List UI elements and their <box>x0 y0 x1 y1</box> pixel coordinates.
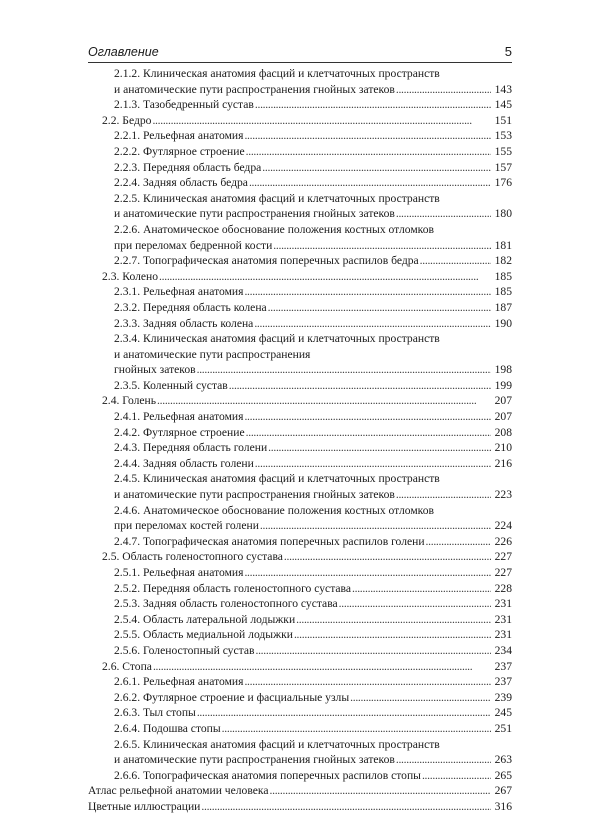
toc-page-number: 216 <box>494 456 512 470</box>
dot-leader <box>294 627 491 643</box>
toc-page-number: 153 <box>494 129 512 143</box>
toc-entry-title: 2.5.5. Область медиальной лодыжки <box>114 628 293 642</box>
toc-page-number: 208 <box>494 425 512 439</box>
toc-entry <box>88 191 512 222</box>
toc-entry <box>88 222 512 253</box>
dot-leader <box>159 269 491 285</box>
toc-page-number: 180 <box>494 207 512 221</box>
toc-entry <box>88 549 512 565</box>
dot-leader <box>268 440 491 456</box>
dot-leader <box>273 238 491 254</box>
toc-page-number: 185 <box>494 285 512 299</box>
toc-page-number: 231 <box>494 612 512 626</box>
toc-page-number: 227 <box>494 566 512 579</box>
toc-entry-title: 2.3.2. Передняя область колена <box>114 300 267 314</box>
toc-page-number: 224 <box>494 519 512 533</box>
toc-page-number: 198 <box>494 363 512 377</box>
dot-leader <box>350 690 491 706</box>
toc-entry <box>88 378 512 394</box>
toc-entry-title: 2.5.6. Голеностопный сустав <box>114 643 255 657</box>
toc-page-number: 237 <box>494 659 512 673</box>
toc-page-number: 151 <box>494 113 512 127</box>
dot-leader <box>396 206 491 222</box>
toc-entry-title: и анатомические пути распространения гнойных затеков <box>114 488 395 502</box>
dot-leader <box>244 565 491 581</box>
dot-leader <box>268 300 491 316</box>
toc-page-number: 228 <box>494 581 512 595</box>
toc-entry-title: 2.5. Область голеностопного сустава <box>102 550 283 564</box>
toc-entry-title: и анатомические пути распространения <box>114 347 311 361</box>
toc-page-number: 207 <box>494 394 512 408</box>
toc-page-number: 245 <box>494 706 512 720</box>
toc-entry-title: 2.1.2. Клиническая анатомия фасций и клетчаточных пространств <box>114 67 440 80</box>
toc-entry-title: 2.4.5. Клиническая анатомия фасций и клетчаточных пространств <box>114 472 440 486</box>
toc-entry <box>88 456 512 472</box>
toc-entry <box>88 674 512 690</box>
toc-entry-title: 2.4.7. Топографическая анатомия поперечных распилов голени <box>114 534 425 548</box>
dot-leader <box>222 721 491 737</box>
toc-page-number: 210 <box>494 441 512 455</box>
toc-entry <box>88 269 512 285</box>
toc-page-number: 231 <box>494 628 512 642</box>
toc-page-number: 143 <box>494 82 512 96</box>
toc-entry-title: при переломах бедренной кости <box>114 238 273 252</box>
toc-entry-title: 2.1.3. Тазобедренный сустав <box>114 98 254 112</box>
toc-entry-title: 2.6.4. Подошва стопы <box>114 721 221 735</box>
toc-entry <box>88 581 512 597</box>
dot-leader <box>426 534 491 550</box>
toc-page-number: 316 <box>494 799 512 813</box>
dot-leader <box>422 768 491 784</box>
toc-entry <box>88 113 512 129</box>
toc-entry <box>88 66 512 97</box>
toc-entry-title: 2.4.6. Анатомическое обоснование положения костных отломков <box>114 503 434 517</box>
dot-leader <box>244 674 491 690</box>
toc-page-number: 251 <box>494 721 512 735</box>
dot-leader <box>255 643 491 659</box>
toc-page-number: 227 <box>494 550 512 564</box>
toc-entry-title: 2.5.1. Рельефная анатомия <box>114 566 244 579</box>
dot-leader <box>420 253 491 269</box>
toc-page-number: 263 <box>494 753 512 767</box>
toc-page-number: 185 <box>494 269 512 283</box>
toc-entry <box>88 409 512 425</box>
toc-entry <box>88 705 512 721</box>
toc-entry <box>88 721 512 737</box>
dot-leader <box>339 596 491 612</box>
toc-page-number: 176 <box>494 176 512 190</box>
toc-entry-title: 2.4.2. Футлярное строение <box>114 425 245 439</box>
toc-entry-title: 2.2.6. Анатомическое обоснование положения костных отломков <box>114 222 434 236</box>
toc-entry <box>88 393 512 409</box>
toc-entry-title: 2.2. Бедро <box>102 113 152 127</box>
toc-page-number: 223 <box>494 488 512 502</box>
toc-entry-title: и анатомические пути распространения гнойных затеков <box>114 82 395 96</box>
dot-leader <box>244 128 491 144</box>
toc-entry-title: 2.4. Голень <box>102 394 157 408</box>
toc-entry <box>88 440 512 456</box>
toc-entry <box>88 596 512 612</box>
toc-entry <box>88 316 512 332</box>
dot-leader <box>152 113 491 129</box>
dot-leader <box>255 456 491 472</box>
toc-entry-title: 2.3.5. Коленный сустав <box>114 378 228 392</box>
toc-entry <box>88 783 512 799</box>
toc-entry-title: 2.6.6. Топографическая анатомия поперечных распилов стопы <box>114 768 421 782</box>
running-header <box>88 44 512 63</box>
toc-entry-title: Цветные иллюстрации <box>88 799 201 813</box>
dot-leader <box>296 612 491 628</box>
toc-page-number: 231 <box>494 597 512 611</box>
dot-leader <box>244 284 491 300</box>
toc-entry-title: 2.4.4. Задняя область голени <box>114 456 254 470</box>
toc-entry <box>88 128 512 144</box>
toc-page-number: 237 <box>494 675 512 689</box>
dot-leader <box>396 487 491 503</box>
toc-entry-title: 2.4.3. Передняя область голени <box>114 441 268 455</box>
toc-entry <box>88 565 512 581</box>
toc-entry-title: 2.3.1. Рельефная анатомия <box>114 285 244 299</box>
dot-leader <box>254 316 491 332</box>
toc-entry <box>88 643 512 659</box>
toc-entry-title: 2.2.2. Футлярное строение <box>114 144 245 158</box>
dot-leader <box>246 144 491 160</box>
toc-entry-title: 2.2.7. Топографическая анатомия поперечных распилов бедра <box>114 254 419 268</box>
dot-leader <box>249 175 491 191</box>
toc-entry-title: Атлас рельефной анатомии человека <box>88 784 269 798</box>
toc-entry <box>88 659 512 675</box>
toc-entry <box>88 331 512 378</box>
toc-entry-title: 2.6.2. Футлярное строение и фасциальные узлы <box>114 690 350 704</box>
toc-page-number: 157 <box>494 160 512 174</box>
toc-page-number: 145 <box>494 98 512 112</box>
dot-leader <box>352 581 491 597</box>
table-of-contents <box>88 66 512 815</box>
dot-leader <box>260 518 491 534</box>
toc-entry-title: и анатомические пути распространения гнойных затеков <box>114 753 395 767</box>
toc-entry <box>88 627 512 643</box>
dot-leader <box>201 799 491 815</box>
dot-leader <box>262 160 491 176</box>
toc-entry <box>88 300 512 316</box>
dot-leader <box>153 659 491 675</box>
toc-entry-title: 2.2.5. Клиническая анатомия фасций и клетчаточных пространств <box>114 191 440 205</box>
toc-entry-title: 2.3.3. Задняя область колена <box>114 316 254 330</box>
toc-page-number: 155 <box>494 144 512 158</box>
toc-entry-title: при переломах костей голени <box>114 519 259 533</box>
toc-entry <box>88 690 512 706</box>
dot-leader <box>270 783 491 799</box>
dot-leader <box>396 82 491 98</box>
dot-leader <box>244 409 491 425</box>
dot-leader <box>255 97 491 113</box>
toc-entry <box>88 97 512 113</box>
toc-entry <box>88 175 512 191</box>
toc-entry-title: 2.5.3. Задняя область голеностопного сустава <box>114 597 338 611</box>
toc-page-number: 234 <box>494 643 512 657</box>
toc-entry-title: 2.2.3. Передняя область бедра <box>114 160 262 174</box>
toc-page-number: 187 <box>494 300 512 314</box>
toc-page-number: 190 <box>494 316 512 330</box>
dot-leader <box>396 752 491 768</box>
toc-entry-title: 2.2.1. Рельефная анатомия <box>114 129 244 143</box>
dot-leader <box>197 362 491 378</box>
toc-entry-title: 2.5.4. Область латеральной лодыжки <box>114 612 296 626</box>
toc-page-number: 239 <box>494 690 512 704</box>
toc-entry-title: 2.6.1. Рельефная анатомия <box>114 675 244 689</box>
toc-page-number: 265 <box>494 768 512 782</box>
toc-entry-title: 2.3.4. Клиническая анатомия фасций и клетчаточных пространств <box>114 332 440 346</box>
dot-leader <box>284 549 491 565</box>
toc-entry-title: 2.6.5. Клиническая анатомия фасций и клетчаточных пространств <box>114 737 440 751</box>
header-title: Оглавление <box>88 45 159 59</box>
dot-leader <box>197 705 491 721</box>
toc-page-number: 181 <box>494 238 512 252</box>
dot-leader <box>246 425 491 441</box>
toc-entry <box>88 612 512 628</box>
toc-entry-title: 2.3. Колено <box>102 269 159 283</box>
toc-entry <box>88 503 512 534</box>
toc-entry <box>88 534 512 550</box>
header-page-number: 5 <box>504 44 512 59</box>
toc-page-number: 226 <box>494 534 512 548</box>
dot-leader <box>157 393 491 409</box>
toc-entry <box>88 737 512 768</box>
toc-entry <box>88 144 512 160</box>
toc-entry <box>88 253 512 269</box>
toc-entry-title: 2.5.2. Передняя область голеностопного сустава <box>114 581 352 595</box>
toc-entry <box>88 768 512 784</box>
toc-entry-title: и анатомические пути распространения гнойных затеков <box>114 207 395 221</box>
toc-entry-title: гнойных затеков <box>114 363 196 377</box>
toc-page-number: 182 <box>494 254 512 268</box>
toc-entry <box>88 799 512 815</box>
toc-entry <box>88 471 512 502</box>
toc-entry-title: 2.2.4. Задняя область бедра <box>114 176 248 190</box>
dot-leader <box>229 378 491 394</box>
toc-entry-title: 2.6.3. Тыл стопы <box>114 706 196 720</box>
toc-page-number: 267 <box>494 784 512 798</box>
toc-entry <box>88 160 512 176</box>
toc-entry <box>88 425 512 441</box>
toc-page-number: 207 <box>494 410 512 424</box>
toc-entry-title: 2.6. Стопа <box>102 659 152 673</box>
toc-page-number: 199 <box>494 378 512 392</box>
toc-entry <box>88 284 512 300</box>
toc-entry-title: 2.4.1. Рельефная анатомия <box>114 410 244 424</box>
